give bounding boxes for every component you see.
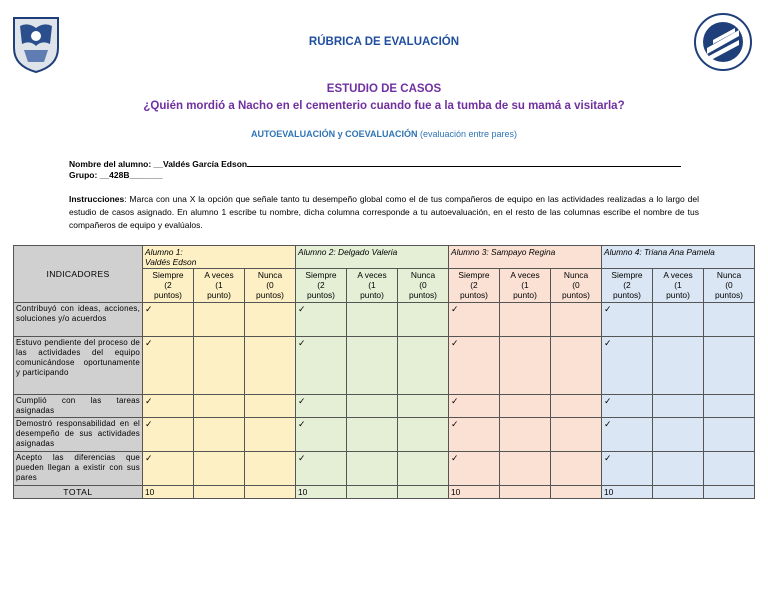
option-label-line: (0 — [419, 280, 427, 290]
rating-cell[interactable] — [398, 337, 449, 395]
rating-cell[interactable] — [500, 418, 551, 452]
rating-cell[interactable] — [347, 418, 398, 452]
check-icon: ✓ — [298, 338, 306, 348]
rating-cell[interactable] — [704, 303, 755, 337]
option-label-line: puntos) — [154, 290, 182, 300]
check-icon: ✓ — [145, 396, 153, 406]
option-label-line: A veces — [510, 270, 540, 280]
total-row — [14, 486, 755, 499]
option-header-a-veces — [347, 269, 398, 303]
rating-cell[interactable] — [551, 418, 602, 452]
rating-cell[interactable] — [194, 452, 245, 486]
student-4-header[interactable] — [602, 246, 755, 269]
student-1-label: Alumno 1: — [145, 247, 183, 257]
student-3-name: Sampayo Regina — [491, 247, 556, 257]
rating-cell[interactable] — [602, 303, 653, 337]
rating-cell[interactable] — [500, 452, 551, 486]
option-label-line: punto) — [360, 290, 384, 300]
rating-cell[interactable] — [551, 337, 602, 395]
rating-cell[interactable] — [602, 395, 653, 418]
rating-cell[interactable] — [449, 452, 500, 486]
option-label-line: puntos) — [613, 290, 641, 300]
rating-cell[interactable] — [704, 395, 755, 418]
option-label-line: puntos) — [256, 290, 284, 300]
indicator-row — [14, 303, 755, 337]
rating-cell[interactable] — [245, 418, 296, 452]
evaluation-type-note: (evaluación entre pares) — [419, 129, 518, 139]
check-icon: ✓ — [298, 304, 306, 314]
rating-cell[interactable] — [449, 303, 500, 337]
option-label-line: Nunca — [563, 270, 589, 280]
option-label-line: puntos) — [562, 290, 590, 300]
check-icon: ✓ — [451, 419, 459, 429]
option-label-line: puntos) — [409, 290, 437, 300]
indicator-label: Contribuyó con ideas, acciones, soluciones y/o acuerdos — [14, 303, 143, 337]
rating-cell[interactable] — [194, 303, 245, 337]
instructions — [69, 193, 699, 232]
rating-cell[interactable] — [602, 452, 653, 486]
total-value[interactable]: 10 — [296, 486, 347, 499]
option-label-line: Siempre — [611, 270, 643, 280]
option-label-line: puntos) — [307, 290, 335, 300]
option-header-nunca — [704, 269, 755, 303]
total-empty-cell[interactable] — [347, 486, 398, 499]
option-label-line: punto) — [666, 290, 690, 300]
option-label-line: A veces — [357, 270, 387, 280]
rating-cell[interactable] — [143, 337, 194, 395]
option-header-siempre — [602, 269, 653, 303]
indicator-label: Estuvo pendiente del proceso de las actividades del equipo comunicándose oportunamente y participando — [14, 337, 143, 395]
check-icon: ✓ — [451, 304, 459, 314]
case-question: ¿Quién mordió a Nacho en el cementerio cuando fue a la tumba de su mamá a visitarla? — [143, 100, 625, 112]
rating-cell[interactable] — [602, 337, 653, 395]
rating-cell[interactable] — [398, 452, 449, 486]
option-header-nunca — [398, 269, 449, 303]
evaluation-type — [0, 129, 768, 139]
option-header-siempre — [449, 269, 500, 303]
check-icon: ✓ — [298, 419, 306, 429]
group-label: Grupo: __ — [69, 170, 110, 180]
rating-cell[interactable] — [500, 337, 551, 395]
total-empty-cell[interactable] — [398, 486, 449, 499]
rating-cell[interactable] — [296, 303, 347, 337]
instructions-label: Instrucciones — [69, 194, 125, 204]
option-label-line: (2 — [317, 280, 325, 290]
rating-cell[interactable] — [296, 337, 347, 395]
rubric-table — [13, 245, 755, 499]
student-name-label: Nombre del alumno: __ — [69, 159, 163, 169]
rating-cell[interactable] — [347, 452, 398, 486]
rating-cell[interactable] — [704, 337, 755, 395]
option-header-a-veces — [653, 269, 704, 303]
total-value[interactable]: 10 — [449, 486, 500, 499]
option-label-line: (1 — [521, 280, 529, 290]
rating-cell[interactable] — [653, 303, 704, 337]
option-label-line: A veces — [204, 270, 234, 280]
student-2-name: Delgado Valeria — [338, 247, 398, 257]
option-label-line: Siempre — [458, 270, 490, 280]
rating-cell[interactable] — [449, 395, 500, 418]
option-label-line: (0 — [266, 280, 274, 290]
student-3-header[interactable] — [449, 246, 602, 269]
rating-cell[interactable] — [653, 395, 704, 418]
check-icon: ✓ — [298, 396, 306, 406]
indicators-header: INDICADORES — [14, 246, 143, 303]
total-empty-cell[interactable] — [653, 486, 704, 499]
indicator-label: Cumplió con las tareas asignadas — [14, 395, 143, 418]
option-label-line: A veces — [663, 270, 693, 280]
rating-cell[interactable] — [347, 337, 398, 395]
rating-cell[interactable] — [347, 303, 398, 337]
rating-cell[interactable] — [347, 395, 398, 418]
student-name-value: Valdés García Edson — [163, 159, 248, 169]
total-empty-cell[interactable] — [500, 486, 551, 499]
option-label-line: (1 — [215, 280, 223, 290]
indicator-rows — [14, 303, 755, 486]
rating-cell[interactable] — [245, 303, 296, 337]
indicator-row — [14, 337, 755, 395]
indicator-label: Acepto las diferencias que pueden llegan a existir con sus pares — [14, 452, 143, 486]
rating-cell[interactable] — [296, 418, 347, 452]
student-4-label: Alumno 4: — [604, 247, 642, 257]
rating-cell[interactable] — [398, 303, 449, 337]
name-underline — [247, 157, 681, 167]
total-empty-cell[interactable] — [245, 486, 296, 499]
indicator-label: Demostró responsabilidad en el desempeño de sus actividades asignadas — [14, 418, 143, 452]
option-label-line: Nunca — [257, 270, 283, 280]
rating-cell[interactable] — [653, 452, 704, 486]
rating-cell[interactable] — [398, 418, 449, 452]
check-icon: ✓ — [604, 304, 612, 314]
student-2-label: Alumno 2: — [298, 247, 336, 257]
rating-cell[interactable] — [551, 395, 602, 418]
rating-cell[interactable] — [194, 418, 245, 452]
option-label-line: (2 — [470, 280, 478, 290]
total-value[interactable]: 10 — [143, 486, 194, 499]
option-label-line: puntos) — [715, 290, 743, 300]
group-underline: _______ — [129, 170, 163, 180]
option-header-siempre — [143, 269, 194, 303]
instructions-text: : Marca con una X la opción que señale tanto tu desempeño global como el de tus compañeros de equipo en las actividades realizadas a lo largo del estudio de casos asignado. En alumno 1 escribe tu nombre, dicha columna corresponde a tu autoevaluación, en el resto de las columnas escribe el nombre de tus compañeros de equipo y evalúalos. — [69, 194, 699, 230]
student-4-name: Triana Ana Pamela — [644, 247, 715, 257]
indicator-row — [14, 395, 755, 418]
student-1-name: Valdés Edson — [145, 257, 197, 267]
option-header-siempre — [296, 269, 347, 303]
rating-cell[interactable] — [449, 337, 500, 395]
total-empty-cell[interactable] — [194, 486, 245, 499]
option-label-line: Siempre — [305, 270, 337, 280]
option-label-line: Siempre — [152, 270, 184, 280]
student-name-field[interactable] — [69, 157, 681, 169]
check-icon: ✓ — [145, 304, 153, 314]
rating-cell[interactable] — [143, 452, 194, 486]
page-title: RÚBRICA DE EVALUACIÓN — [308, 36, 460, 48]
check-icon: ✓ — [451, 396, 459, 406]
rating-cell[interactable] — [143, 303, 194, 337]
indicator-row — [14, 418, 755, 452]
option-label-line: puntos) — [460, 290, 488, 300]
student-1-header[interactable] — [143, 246, 296, 269]
check-icon: ✓ — [298, 453, 306, 463]
option-label-line: punto) — [513, 290, 537, 300]
option-header-a-veces — [194, 269, 245, 303]
rating-cell[interactable] — [245, 337, 296, 395]
case-study-title: ESTUDIO DE CASOS — [326, 83, 442, 95]
total-empty-cell[interactable] — [704, 486, 755, 499]
check-icon: ✓ — [451, 453, 459, 463]
rating-cell[interactable] — [245, 395, 296, 418]
evaluation-type-main: AUTOEVALUACIÓN y COEVALUACIÓN — [250, 129, 418, 139]
option-label-line: (1 — [368, 280, 376, 290]
option-label-line: (0 — [725, 280, 733, 290]
student-2-header[interactable] — [296, 246, 449, 269]
rating-cell[interactable] — [296, 452, 347, 486]
rating-cell[interactable] — [296, 395, 347, 418]
check-icon: ✓ — [145, 338, 153, 348]
rating-cell[interactable] — [143, 395, 194, 418]
rating-cell[interactable] — [500, 303, 551, 337]
rating-cell[interactable] — [143, 418, 194, 452]
total-value[interactable]: 10 — [602, 486, 653, 499]
rating-cell[interactable] — [551, 303, 602, 337]
option-header-nunca — [245, 269, 296, 303]
rating-cell[interactable] — [194, 395, 245, 418]
option-label-line: (1 — [674, 280, 682, 290]
option-label-line: Nunca — [716, 270, 742, 280]
check-icon: ✓ — [604, 396, 612, 406]
option-label-line: (2 — [164, 280, 172, 290]
rating-cell[interactable] — [653, 418, 704, 452]
option-label-line: (0 — [572, 280, 580, 290]
rating-cell[interactable] — [500, 395, 551, 418]
student-header-row — [14, 246, 755, 269]
total-empty-cell[interactable] — [551, 486, 602, 499]
rating-cell[interactable] — [602, 418, 653, 452]
rating-cell[interactable] — [704, 452, 755, 486]
rating-cell[interactable] — [653, 337, 704, 395]
option-label-line: punto) — [207, 290, 231, 300]
option-label-line: Nunca — [410, 270, 436, 280]
option-header-nunca — [551, 269, 602, 303]
check-icon: ✓ — [451, 338, 459, 348]
check-icon: ✓ — [604, 419, 612, 429]
rating-cell[interactable] — [551, 452, 602, 486]
rating-cell[interactable] — [194, 337, 245, 395]
check-icon: ✓ — [604, 453, 612, 463]
check-icon: ✓ — [604, 338, 612, 348]
check-icon: ✓ — [145, 419, 153, 429]
group-field[interactable] — [69, 170, 163, 180]
group-value: 428B — [109, 170, 130, 180]
rating-cell[interactable] — [704, 418, 755, 452]
rating-cell[interactable] — [245, 452, 296, 486]
total-label: TOTAL — [14, 486, 143, 499]
rating-cell[interactable] — [398, 395, 449, 418]
option-header-a-veces — [500, 269, 551, 303]
rating-cell[interactable] — [449, 418, 500, 452]
check-icon: ✓ — [145, 453, 153, 463]
student-3-label: Alumno 3: — [451, 247, 489, 257]
indicator-row — [14, 452, 755, 486]
option-label-line: (2 — [623, 280, 631, 290]
